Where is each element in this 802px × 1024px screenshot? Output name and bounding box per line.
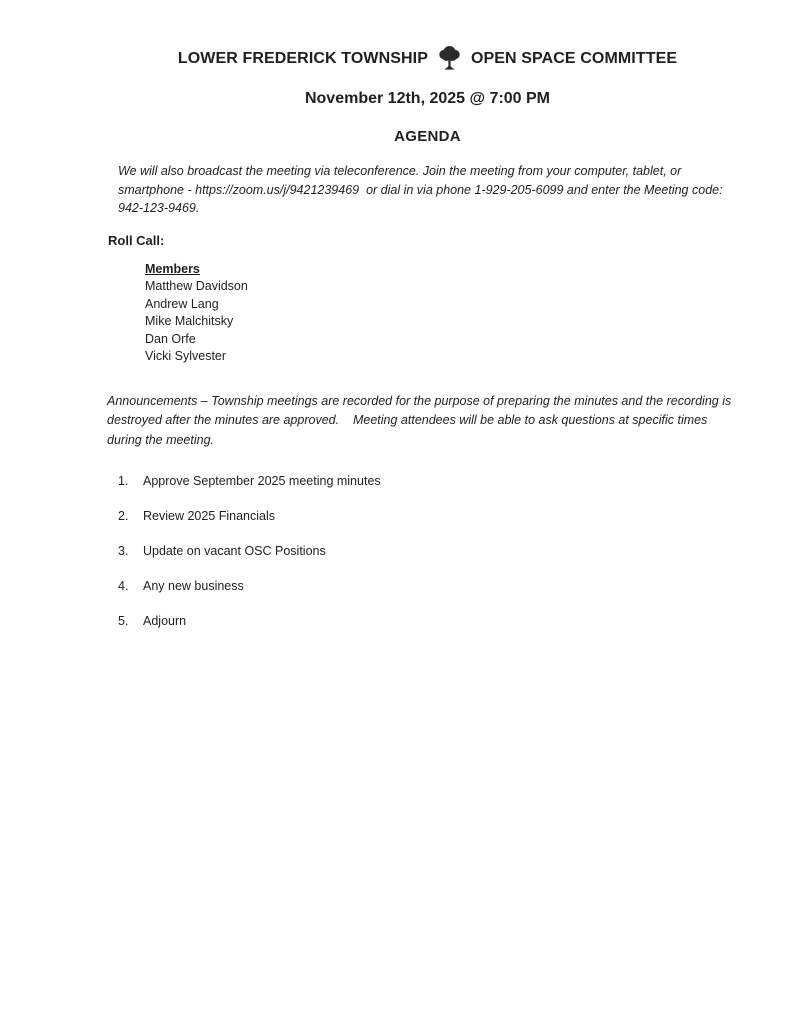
agenda-item-number: 4. [118,579,129,593]
agenda-item-number: 5. [118,614,129,628]
agenda-item-text: Any new business [143,579,244,593]
agenda-item [118,473,745,489]
meeting-datetime: November 12th, 2025 @ 7:00 PM [304,90,551,107]
roll-call-label: Roll Call: [108,232,165,248]
agenda-item-text: Review 2025 Financials [143,509,276,523]
agenda-item [118,543,745,559]
member-name: Mike Malchitsky [145,314,234,328]
title-right-text: OPEN SPACE COMMITTEE [470,49,678,67]
agenda-item-number: 2. [118,509,129,523]
agenda-item-number: 3. [118,544,129,558]
agenda-item [118,508,745,524]
member-name: Matthew Davidson [145,279,248,293]
members-list [145,261,802,366]
member-name: Andrew Lang [145,296,219,311]
agenda-item [118,578,745,594]
agenda-item-text: Approve September 2025 meeting minutes [143,474,381,488]
agenda-item [118,613,745,629]
agenda-items-list [118,473,745,629]
teleconference-note: We will also broadcast the meeting via teleconference. Join the meeting from your computer, tablet, or smartphone - https://zoom.us/j/9421239469 or dial in via phone 1-929-205-6099 and enter the Meeting code: 942-123-9469. [118,164,727,215]
document-title [107,44,748,73]
member-name: Dan Orfe [145,331,196,346]
title-left-text: LOWER FREDERICK TOWNSHIP [177,49,428,67]
member-name: Vicki Sylvester [145,349,227,363]
agenda-item-text: Adjourn [143,614,187,628]
announcements-paragraph: Announcements – Township meetings are recorded for the purpose of preparing the minutes and the recording is destroyed after the minutes are approved. Meeting attendees will be able to ask questions at specific times during the meeting. [107,393,735,447]
agenda-item-text: Update on vacant OSC Positions [143,544,326,558]
document-header [0,0,802,145]
agenda-heading: AGENDA [394,128,461,145]
agenda-item-number: 1. [118,474,129,488]
tree-icon [437,44,462,73]
members-heading: Members [145,261,200,276]
